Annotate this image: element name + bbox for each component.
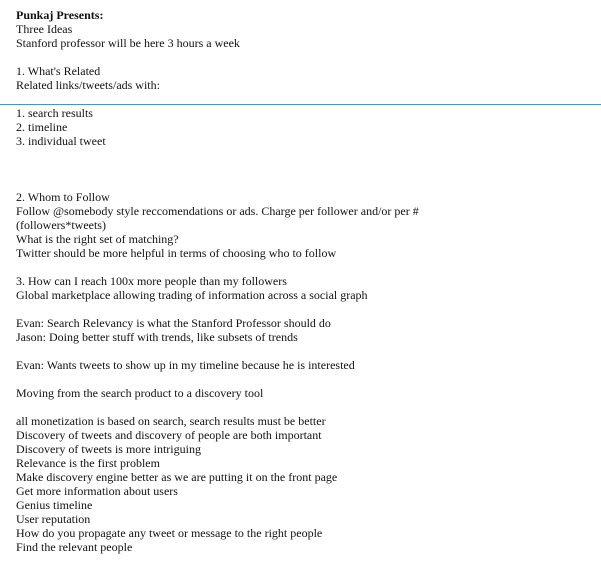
professor-note: Stanford professor will be here 3 hours a week <box>16 36 240 50</box>
idea2-line: Twitter should be more helpful in terms of choosing who to follow <box>16 246 337 260</box>
note-line: Relevance is the first problem <box>16 456 160 470</box>
spacer <box>16 148 596 190</box>
spacer <box>16 400 596 414</box>
idea2-title: 2. Whom to Follow <box>16 190 110 204</box>
idea2-line: What is the right set of matching? <box>16 232 179 246</box>
divider-wrap <box>16 92 596 106</box>
note-line: User reputation <box>16 512 91 526</box>
spacer <box>16 302 596 316</box>
spacer <box>16 260 596 274</box>
jason-comment: Jason: Doing better stuff with trends, like subsets of trends <box>16 330 298 344</box>
document-body <box>16 8 596 554</box>
idea3-title: 3. How can I reach 100x more people than my followers <box>16 274 287 288</box>
spacer <box>16 372 596 386</box>
spacer <box>16 344 596 358</box>
note-line: Genius timeline <box>16 498 93 512</box>
idea3-description: Global marketplace allowing trading of information across a social graph <box>16 288 368 302</box>
note-line: Discovery of tweets is more intriguing <box>16 442 201 456</box>
idea2-line: Follow @somebody style reccomendations or ads. Charge per follower and/or per # <box>16 204 419 218</box>
idea1-item: 1. search results <box>16 106 93 120</box>
spacer <box>16 50 596 64</box>
note-line: Get more information about users <box>16 484 178 498</box>
note-line: Discovery of tweets and discovery of people are both important <box>16 428 322 442</box>
note-line: Find the relevant people <box>16 540 133 554</box>
idea1-title: 1. What's Related <box>16 64 101 78</box>
idea2-line: (followers*tweets) <box>16 218 106 232</box>
evan-comment: Evan: Wants tweets to show up in my timeline because he is interested <box>16 358 355 372</box>
idea1-item: 2. timeline <box>16 120 68 134</box>
idea1-item: 3. individual tweet <box>16 134 106 148</box>
note-line: Make discovery engine better as we are putting it on the front page <box>16 470 338 484</box>
note-line: How do you propagate any tweet or message to the right people <box>16 526 323 540</box>
idea1-description: Related links/tweets/ads with: <box>16 78 160 92</box>
divider-line <box>0 104 601 105</box>
subtitle: Three Ideas <box>16 22 73 36</box>
note-line: all monetization is based on search, search results must be better <box>16 414 326 428</box>
evan-comment: Evan: Search Relevancy is what the Stanford Professor should do <box>16 316 331 330</box>
presenter-heading: Punkaj Presents: <box>16 8 104 22</box>
moving-note: Moving from the search product to a discovery tool <box>16 386 264 400</box>
